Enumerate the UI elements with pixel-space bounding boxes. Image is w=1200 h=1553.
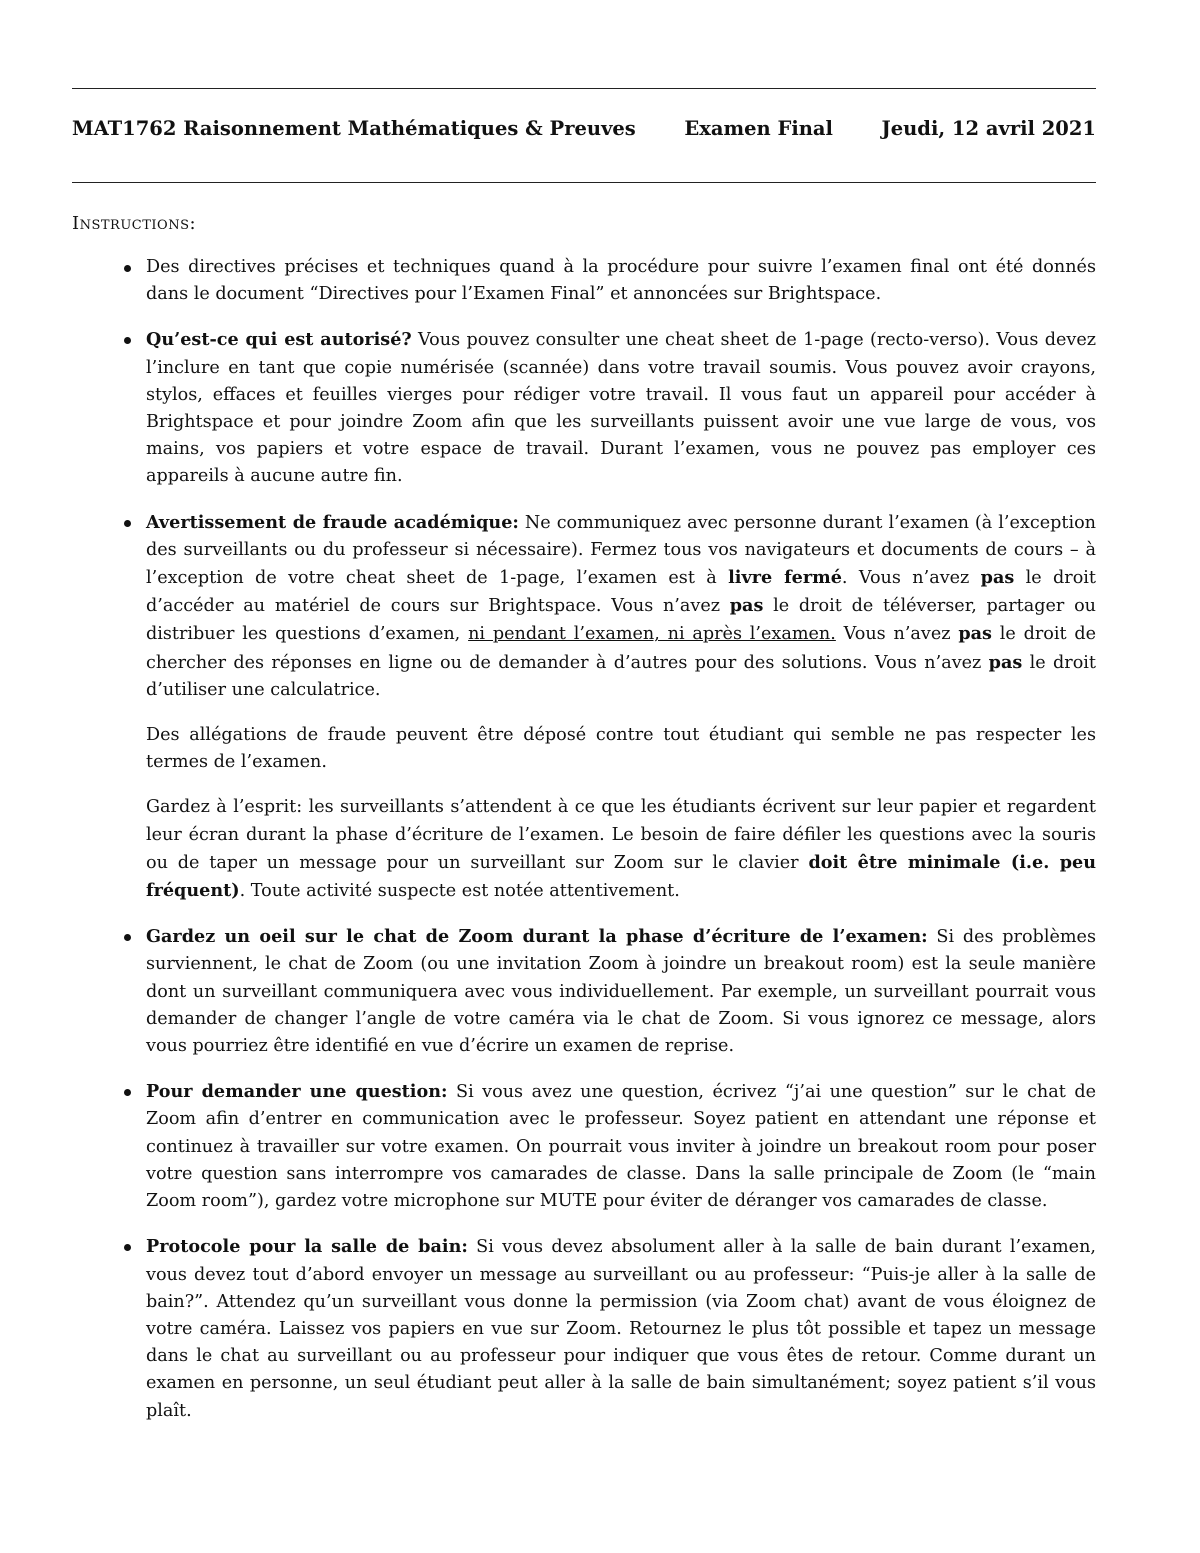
emphasis-text: pas — [980, 567, 1015, 589]
list-item — [72, 509, 1096, 906]
item-text: Vous n’avez — [835, 624, 959, 645]
exam-title: Examen Final — [684, 117, 833, 140]
list-item — [72, 254, 1096, 308]
item-text: le droit de téléverser, partager ou distribuer les questions d’examen, — [146, 596, 1096, 645]
bottom-rule — [72, 182, 1096, 183]
bullet-icon — [124, 520, 131, 527]
item-text: le droit de chercher des réponses en ligne ou de demander à d’autres pour des solutions. Vous n’avez — [146, 624, 1096, 673]
instructions-heading: Instructions: — [72, 213, 197, 234]
bullet-icon — [124, 337, 131, 344]
item-text: Ne communiquez avec personne durant l’examen (à l’exception des surveillants ou du professeur si nécessaire). Fermez tous vos navigateurs et documents de cours – à l’exception de votre cheat sheet de 1-page, l’examen est à — [146, 512, 1096, 589]
emphasis-text: pas — [729, 595, 764, 617]
item-text: Des allégations de fraude peuvent être déposé contre tout étudiant qui semble ne pas respecter les termes de l’examen. — [146, 725, 1096, 773]
bullet-icon — [124, 265, 131, 272]
top-rule — [72, 88, 1096, 89]
bullet-icon — [124, 1244, 131, 1251]
emphasis-text: doit être minimale (i.e. peu fréquent) — [146, 851, 1096, 902]
exam-date: Jeudi, 12 avril 2021 — [881, 117, 1096, 140]
item-text: . Vous n’avez — [841, 568, 981, 589]
emphasis-text: pas — [988, 651, 1023, 673]
item-lead: Avertissement de fraude académique: — [146, 511, 519, 533]
list-item — [72, 1078, 1096, 1215]
item-text: Si vous avez une question, écrivez “j’ai une question” sur le chat de Zoom afin d’entrer en communication avec le professeur. Soyez patient en attendant une réponse et continuez à travailler sur votre examen. On pourrait vous inviter à joindre un breakout room pour poser votre question sans interrompre vos camarades de classe. Dans la salle principale de Zoom (le “main Zoom room”), gardez votre microphone sur MUTE pour éviter de déranger vos camarades de classe. — [146, 1082, 1096, 1212]
exam-header — [72, 117, 1096, 140]
list-item — [72, 326, 1096, 490]
item-lead: Qu’est-ce qui est autorisé? — [146, 329, 412, 351]
instructions-list — [72, 254, 1096, 1425]
emphasis-text: livre fermé — [728, 567, 842, 589]
list-item — [72, 1233, 1096, 1424]
bullet-icon — [124, 934, 131, 941]
item-text: Si vous devez absolument aller à la salle de bain durant l’examen, vous devez tout d’abord envoyer un message au surveillant ou au professeur: “Puis-je aller à la salle de bain?”. Attendez qu’un surveillant vous donne la permission (via Zoom chat) avant de vous éloignez de votre caméra. Laissez vos papiers en vue sur Zoom. Retournez le plus tôt possible et tapez un message dans le chat au surveillant ou au professeur pour indiquer que vous êtes de retour. Comme durant un examen en personne, un seul étudiant peut aller à la salle de bain simultanément; soyez patient s’il vous plaît. — [146, 1237, 1096, 1421]
item-text: Gardez à l’esprit: les surveillants s’attendent à ce que les étudiants écrivent sur leur papier et regardent leur écran durant la phase d’écriture de l’examen. Le besoin de faire défiler les questions avec la souris ou de taper un message pour un surveillant sur Zoom sur le clavier — [146, 797, 1096, 873]
course-title: MAT1762 Raisonnement Mathématiques & Preuves — [72, 117, 636, 140]
item-lead: Protocole pour la salle de bain: — [146, 1236, 468, 1258]
underlined-text: ni pendant l’examen, ni après l’examen. — [468, 624, 836, 645]
item-text: Des directives précises et techniques quand à la procédure pour suivre l’examen final ont été donnés dans le document “Directives pour l’Examen Final” et annoncées sur Brightspace. — [146, 257, 1096, 305]
item-text: Vous pouvez consulter une cheat sheet de 1-page (recto-verso). Vous devez l’inclure en tant que copie numérisée (scannée) dans votre travail soumis. Vous pouvez avoir crayons, stylos, effaces et feuilles vierges pour rédiger votre travail. Il vous faut un appareil pour accéder à Brightspace et pour joindre Zoom afin que les surveillants puissent avoir une vue large de vous, vos mains, vos papiers et votre espace de travail. Durant l’examen, vous ne pouvez pas employer ces appareils à aucune autre fin. — [146, 330, 1097, 487]
item-text: . Toute activité suspecte est notée attentivement. — [239, 881, 680, 902]
emphasis-text: pas — [958, 623, 992, 645]
list-item — [72, 923, 1096, 1060]
item-lead: Gardez un oeil sur le chat de Zoom durant la phase d’écriture de l’examen: — [146, 926, 928, 948]
exam-page — [72, 0, 1096, 1443]
item-lead: Pour demander une question: — [146, 1081, 448, 1103]
item-text: le droit d’accéder au matériel de cours sur Brightspace. Vous n’avez — [146, 568, 1097, 617]
item-text: Si des problèmes surviennent, le chat de Zoom (ou une invitation Zoom à joindre un breakout room) est la seule manière dont un surveillant communiquera avec vous individuellement. Par exemple, un surveillant pourrait vous demander de changer l’angle de votre caméra via le chat de Zoom. Si vous ignorez ce message, alors vous pourriez être identifié en vue d’écrire un examen de reprise. — [146, 927, 1096, 1057]
item-text: le droit d’utiliser une calculatrice. — [146, 652, 1096, 700]
bullet-icon — [124, 1089, 131, 1096]
